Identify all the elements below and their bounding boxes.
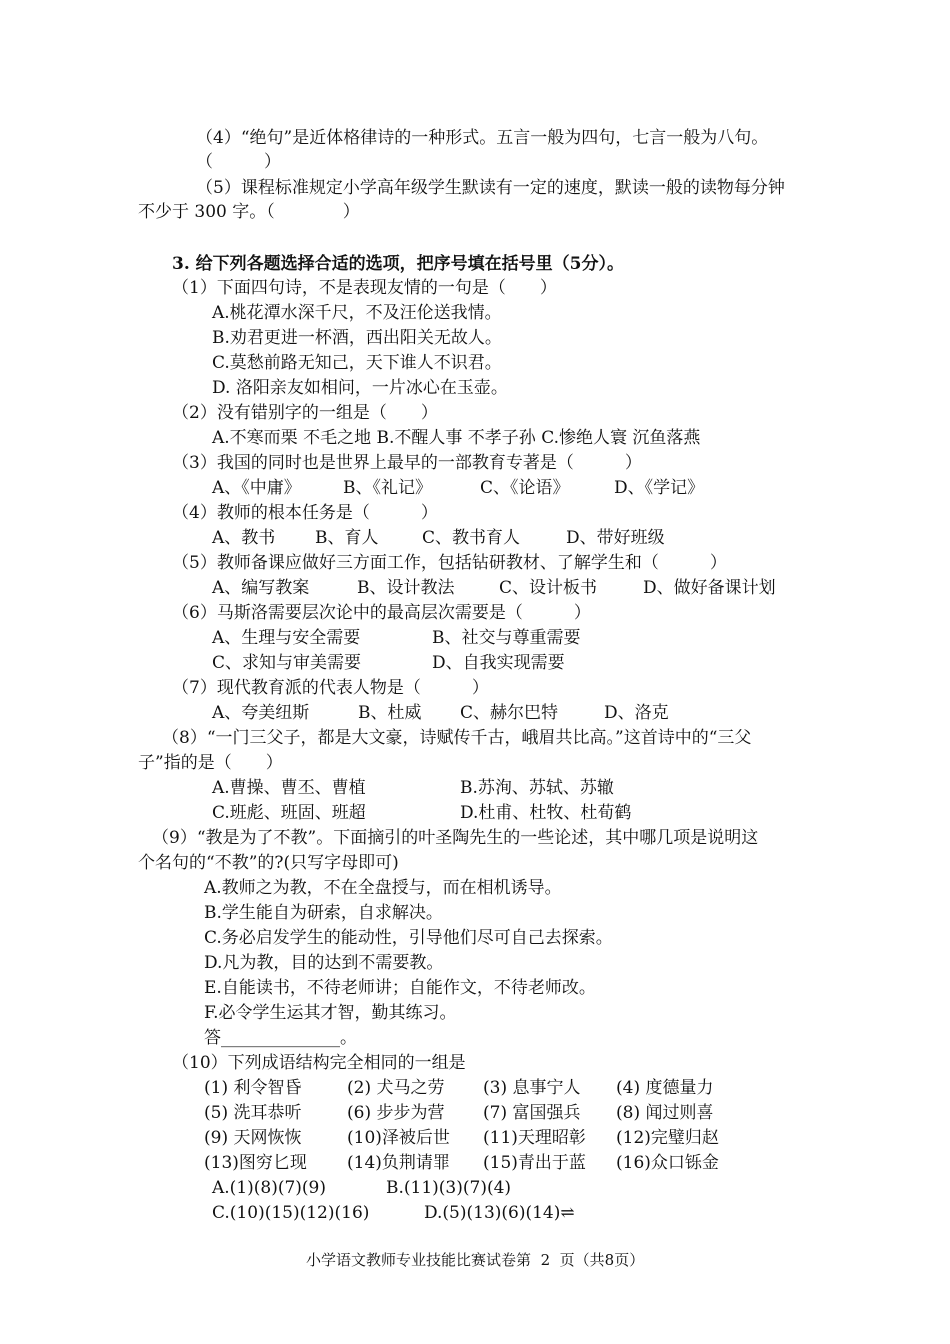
footer-suffix: 页（共8页） — [559, 1251, 645, 1269]
item5-statement: （5）课程标准规定小学高年级学生默读有一定的速度，默读一般的读物每分钟 — [196, 178, 785, 198]
q10-idiom: (14)负荆请罪 — [347, 1153, 450, 1173]
q10-idiom: (2) 犬马之劳 — [347, 1078, 445, 1098]
q10-idiom: (5) 洗耳恭听 — [204, 1103, 302, 1123]
q9-option-b: B.学生能自为研索，自求解决。 — [204, 903, 443, 923]
q10-option-d: D.(5)(13)(6)(14)⇌ — [424, 1203, 575, 1223]
q5-option-a: A、编写教案 — [212, 578, 310, 598]
q8-option-c: C.班彪、班固、班超 — [212, 803, 366, 823]
q2-stem: （2）没有错别字的一组是（ ） — [172, 403, 438, 423]
q6-option-a: A、生理与安全需要 — [212, 628, 361, 648]
q8-option-d: D.杜甫、杜牧、杜荀鹤 — [460, 803, 632, 823]
page-footer — [306, 1248, 644, 1272]
q5-option-c: C、设计板书 — [499, 578, 598, 598]
q9-option-d: D.凡为教，目的达到不需要教。 — [204, 953, 444, 973]
q3-option-d: D、《学记》 — [614, 478, 705, 498]
q4-option-a: A、教书 — [212, 528, 276, 548]
q10-idiom: (16)众口铄金 — [616, 1153, 719, 1173]
q10-idiom: (9) 天网恢恢 — [204, 1128, 302, 1148]
q5-stem: （5）教师备课应做好三方面工作，包括钻研教材、了解学生和（ ） — [172, 553, 727, 573]
q4-option-c: C、教书育人 — [422, 528, 521, 548]
q1-option-b: B.劝君更进一杯酒，西出阳关无故人。 — [212, 328, 502, 348]
q1-option-d: D. 洛阳亲友如相问，一片冰心在玉壶。 — [212, 378, 508, 398]
item4-statement: （4）“绝句”是近体格律诗的一种形式。五言一般为四句，七言一般为八句。 — [196, 128, 769, 148]
q6-option-c: C、求知与审美需要 — [212, 653, 362, 673]
footer-page-number: 2 — [540, 1251, 551, 1269]
q8-stem: （8）“一门三父子，都是大文豪，诗赋传千古，峨眉共比高。”这首诗中的“三父 — [162, 728, 752, 748]
q10-idiom: (13)图穷匕现 — [204, 1153, 307, 1173]
q7-option-c: C、赫尔巴特 — [460, 703, 559, 723]
q10-option-c: C.(10)(15)(12)(16) — [212, 1203, 370, 1223]
q9-answer-line: 答______________。 — [204, 1028, 357, 1048]
q10-idiom: (3) 息事宁人 — [483, 1078, 581, 1098]
q9-option-a: A.教师之为教，不在全盘授与，而在相机诱导。 — [204, 878, 562, 898]
q8-option-b: B.苏洵、苏轼、苏辙 — [460, 778, 614, 798]
q9-stem: （9）“教是为了不教”。下面摘引的叶圣陶先生的一些论述，其中哪几项是说明这 — [152, 828, 759, 848]
q10-idiom: (11)天理昭彰 — [483, 1128, 586, 1148]
q7-option-d: D、洛克 — [604, 703, 669, 723]
q6-option-b: B、社交与尊重需要 — [432, 628, 581, 648]
q1-option-c: C.莫愁前路无知己，天下谁人不识君。 — [212, 353, 502, 373]
q10-idiom: (12)完璧归赵 — [616, 1128, 719, 1148]
q7-stem: （7）现代教育派的代表人物是（ ） — [172, 678, 489, 698]
q5-option-d: D、做好备课计划 — [643, 578, 776, 598]
q1-option-a: A.桃花潭水深千尺，不及汪伦送我情。 — [212, 303, 502, 323]
item4-answer-blank: （ ） — [196, 152, 281, 172]
q8-stem-cont: 子”指的是（ ） — [138, 753, 283, 773]
q8-option-a: A.曹操、曹丕、曹植 — [212, 778, 366, 798]
q1-stem: （1）下面四句诗，不是表现友情的一句是（ ） — [172, 278, 557, 298]
q3-option-a: A、《中庸》 — [212, 478, 301, 498]
q10-option-a: A.(1)(8)(7)(9) — [212, 1178, 327, 1198]
q6-stem: （6）马斯洛需要层次论中的最高层次需要是（ ） — [172, 603, 591, 623]
footer-prefix: 小学语文教师专业技能比赛试卷第 — [306, 1251, 532, 1269]
q10-idiom: (10)泽被后世 — [347, 1128, 450, 1148]
q10-idiom: (6) 步步为营 — [347, 1103, 445, 1123]
q9-stem-cont: 个名句的“不教”的?(只写字母即可) — [138, 853, 399, 873]
q4-option-b: B、育人 — [315, 528, 379, 548]
q5-option-b: B、设计教法 — [357, 578, 455, 598]
q10-option-b: B.(11)(3)(7)(4) — [386, 1178, 512, 1198]
q2-options: A.不寒而栗 不毛之地 B.不醒人事 不孝子孙 C.惨绝人寰 沉鱼落燕 — [212, 428, 701, 448]
q7-option-b: B、杜威 — [358, 703, 422, 723]
q10-idiom: (15)青出于蓝 — [483, 1153, 586, 1173]
q10-idiom: (7) 富国强兵 — [483, 1103, 581, 1123]
q10-idiom: (4) 度德量力 — [616, 1078, 714, 1098]
q7-option-a: A、夸美纽斯 — [212, 703, 310, 723]
q3-option-b: B、《礼记》 — [343, 478, 432, 498]
q3-stem: （3）我国的同时也是世界上最早的一部教育专著是（ ） — [172, 453, 642, 473]
q4-option-d: D、带好班级 — [566, 528, 665, 548]
item5-statement-cont: 不少于 300 字。（ ） — [138, 202, 360, 222]
q3-option-c: C、《论语》 — [480, 478, 570, 498]
q10-idiom: (1) 利令智昏 — [204, 1078, 302, 1098]
q9-option-c: C.务必启发学生的能动性，引导他们尽可自己去探索。 — [204, 928, 613, 948]
section3-heading: 3. 给下列各题选择合适的选项，把序号填在括号里（5分）。 — [172, 254, 624, 274]
q6-option-d: D、自我实现需要 — [432, 653, 565, 673]
q9-option-f: F.必令学生运其才智，勤其练习。 — [204, 1003, 457, 1023]
q10-stem: （10）下列成语结构完全相同的一组是 — [172, 1053, 466, 1073]
q4-stem: （4）教师的根本任务是（ ） — [172, 503, 438, 523]
q10-idiom: (8) 闻过则喜 — [616, 1103, 714, 1123]
q9-option-e: E.自能读书，不待老师讲；自能作文，不待老师改。 — [204, 978, 596, 998]
